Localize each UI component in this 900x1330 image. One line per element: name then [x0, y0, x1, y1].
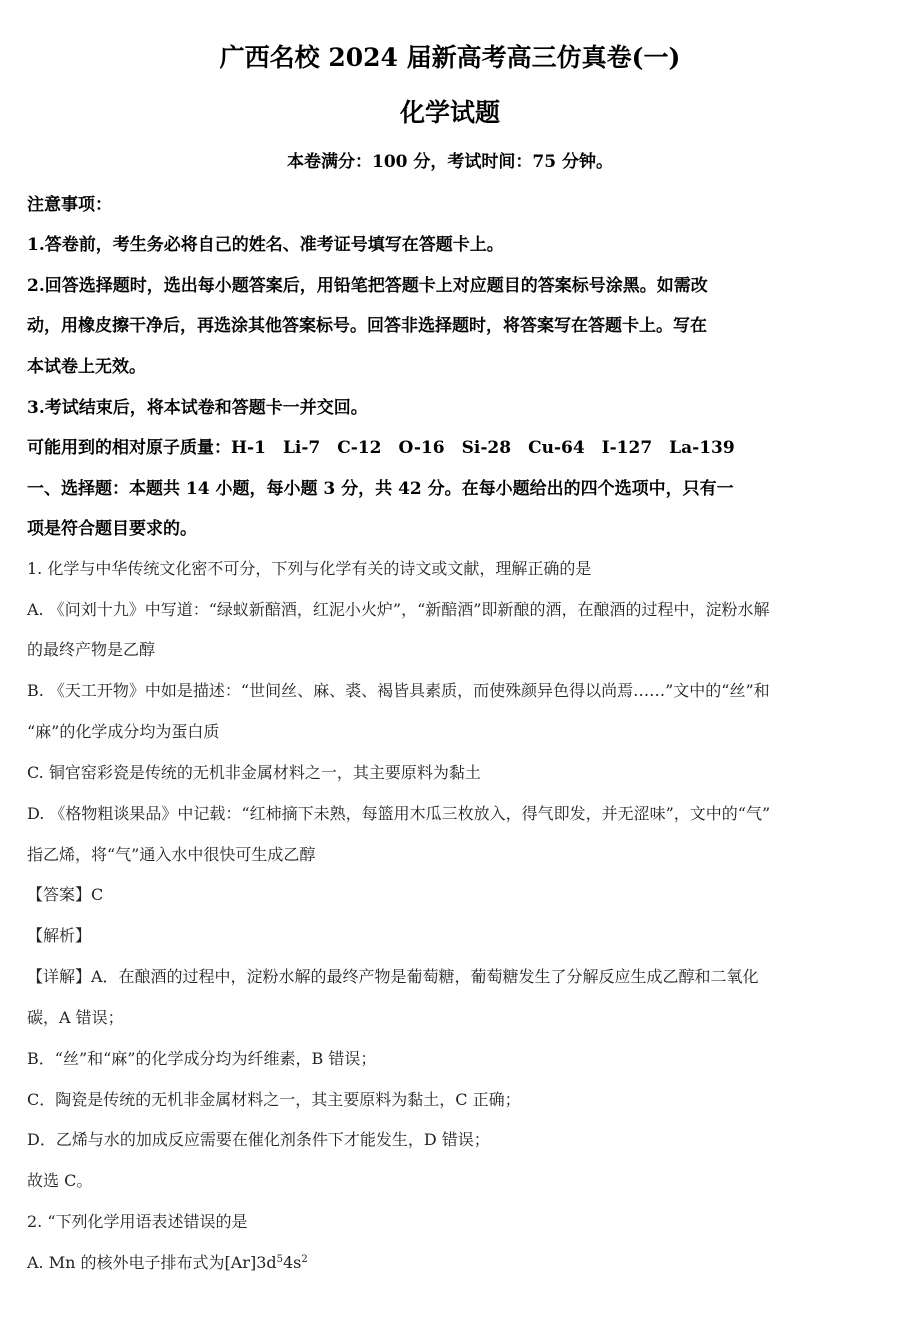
q2-option-a-text: A. Mn 的核外电子排布式为[Ar]3d	[27, 1253, 277, 1272]
q1-detail-line-1: 【详解】A．在酿酒的过程中，淀粉水解的最终产物是葡萄糖，葡萄糖发生了分解反应生成乙醇和二氧化	[27, 967, 759, 986]
q1-option-b-line-1: B. 《天工开物》中如是描述：“世间丝、麻、裘、褐皆具素质，而使殊颜异色得以尚焉……”文中的“丝”和	[27, 681, 770, 700]
subject-title: 化学试题	[399, 98, 500, 127]
notice-item-2-line-3: 本试卷上无效。	[27, 357, 146, 377]
notice-heading: 注意事项：	[27, 195, 112, 215]
q2-superscript-2: 2	[301, 1254, 308, 1265]
q1-detail-b: B．“丝”和“麻”的化学成分均为纤维素，B 错误；	[27, 1049, 377, 1068]
notice-item-1: 1.答卷前，考生务必将自己的姓名、准考证号填写在答题卡上。	[27, 235, 504, 255]
q1-conclusion: 故选 C。	[27, 1171, 93, 1190]
q2-stem: 2. “下列化学用语表述错误的是	[27, 1212, 248, 1231]
q1-option-c: C. 铜官窑彩瓷是传统的无机非金属材料之一，其主要原料为黏土	[27, 763, 481, 782]
q1-detail-d: D．乙烯与水的加成反应需要在催化剂条件下才能发生，D 错误；	[27, 1130, 490, 1149]
exam-meta: 本卷满分：100 分，考试时间：75 分钟。	[287, 152, 613, 172]
q1-answer: 【答案】C	[27, 885, 104, 904]
q2-option-a	[27, 1250, 308, 1273]
q1-option-a-line-2: 的最终产物是乙醇	[27, 640, 156, 659]
section-1-line-1: 一、选择题：本题共 14 小题，每小题 3 分，共 42 分。在每小题给出的四个选项中，只有一	[27, 479, 734, 499]
q2-superscript-1: 5	[276, 1254, 283, 1265]
notice-item-2-line-2: 动，用橡皮擦干净后，再选涂其他答案标号。回答非选择题时，将答案写在答题卡上。写在	[27, 316, 707, 336]
exam-title: 广西名校 2024 届新高考高三仿真卷(一)	[219, 43, 681, 72]
notice-item-2-line-1: 2.回答选择题时，选出每小题答案后，用铅笔把答题卡上对应题目的答案标号涂黑。如需改	[27, 276, 708, 296]
q1-detail-c: C．陶瓷是传统的无机非金属材料之一，其主要原料为黏土，C 正确；	[27, 1090, 521, 1109]
q1-option-b-line-2: “麻”的化学成分均为蛋白质	[27, 722, 220, 741]
section-1-line-2: 项是符合题目要求的。	[27, 519, 197, 539]
atomic-masses: 可能用到的相对原子质量：H-1 Li-7 C-12 O-16 Si-28 Cu-64 I-127 La-139	[27, 438, 735, 458]
q1-analysis-heading: 【解析】	[27, 926, 92, 945]
notice-item-3: 3.考试结束后，将本试卷和答题卡一并交回。	[27, 398, 368, 418]
q1-option-d-line-1: D. 《格物粗谈果品》中记载：“红柿摘下未熟，每篮用木瓜三枚放入，得气即发，并无涩味”，文中的“气”	[27, 804, 771, 823]
q1-option-a-line-1: A. 《问刘十九》中写道：“绿蚁新醅酒，红泥小火炉”，“新醅酒”即新酿的酒，在酿酒的过程中，淀粉水解	[27, 600, 770, 619]
q1-option-d-line-2: 指乙烯，将“气”通入水中很快可生成乙醇	[27, 845, 316, 864]
q1-stem: 1. 化学与中华传统文化密不可分，下列与化学有关的诗文或文献，理解正确的是	[27, 559, 592, 578]
q2-option-a-mid: 4s	[283, 1253, 302, 1272]
q1-detail-line-2: 碳，A 错误；	[27, 1008, 124, 1027]
